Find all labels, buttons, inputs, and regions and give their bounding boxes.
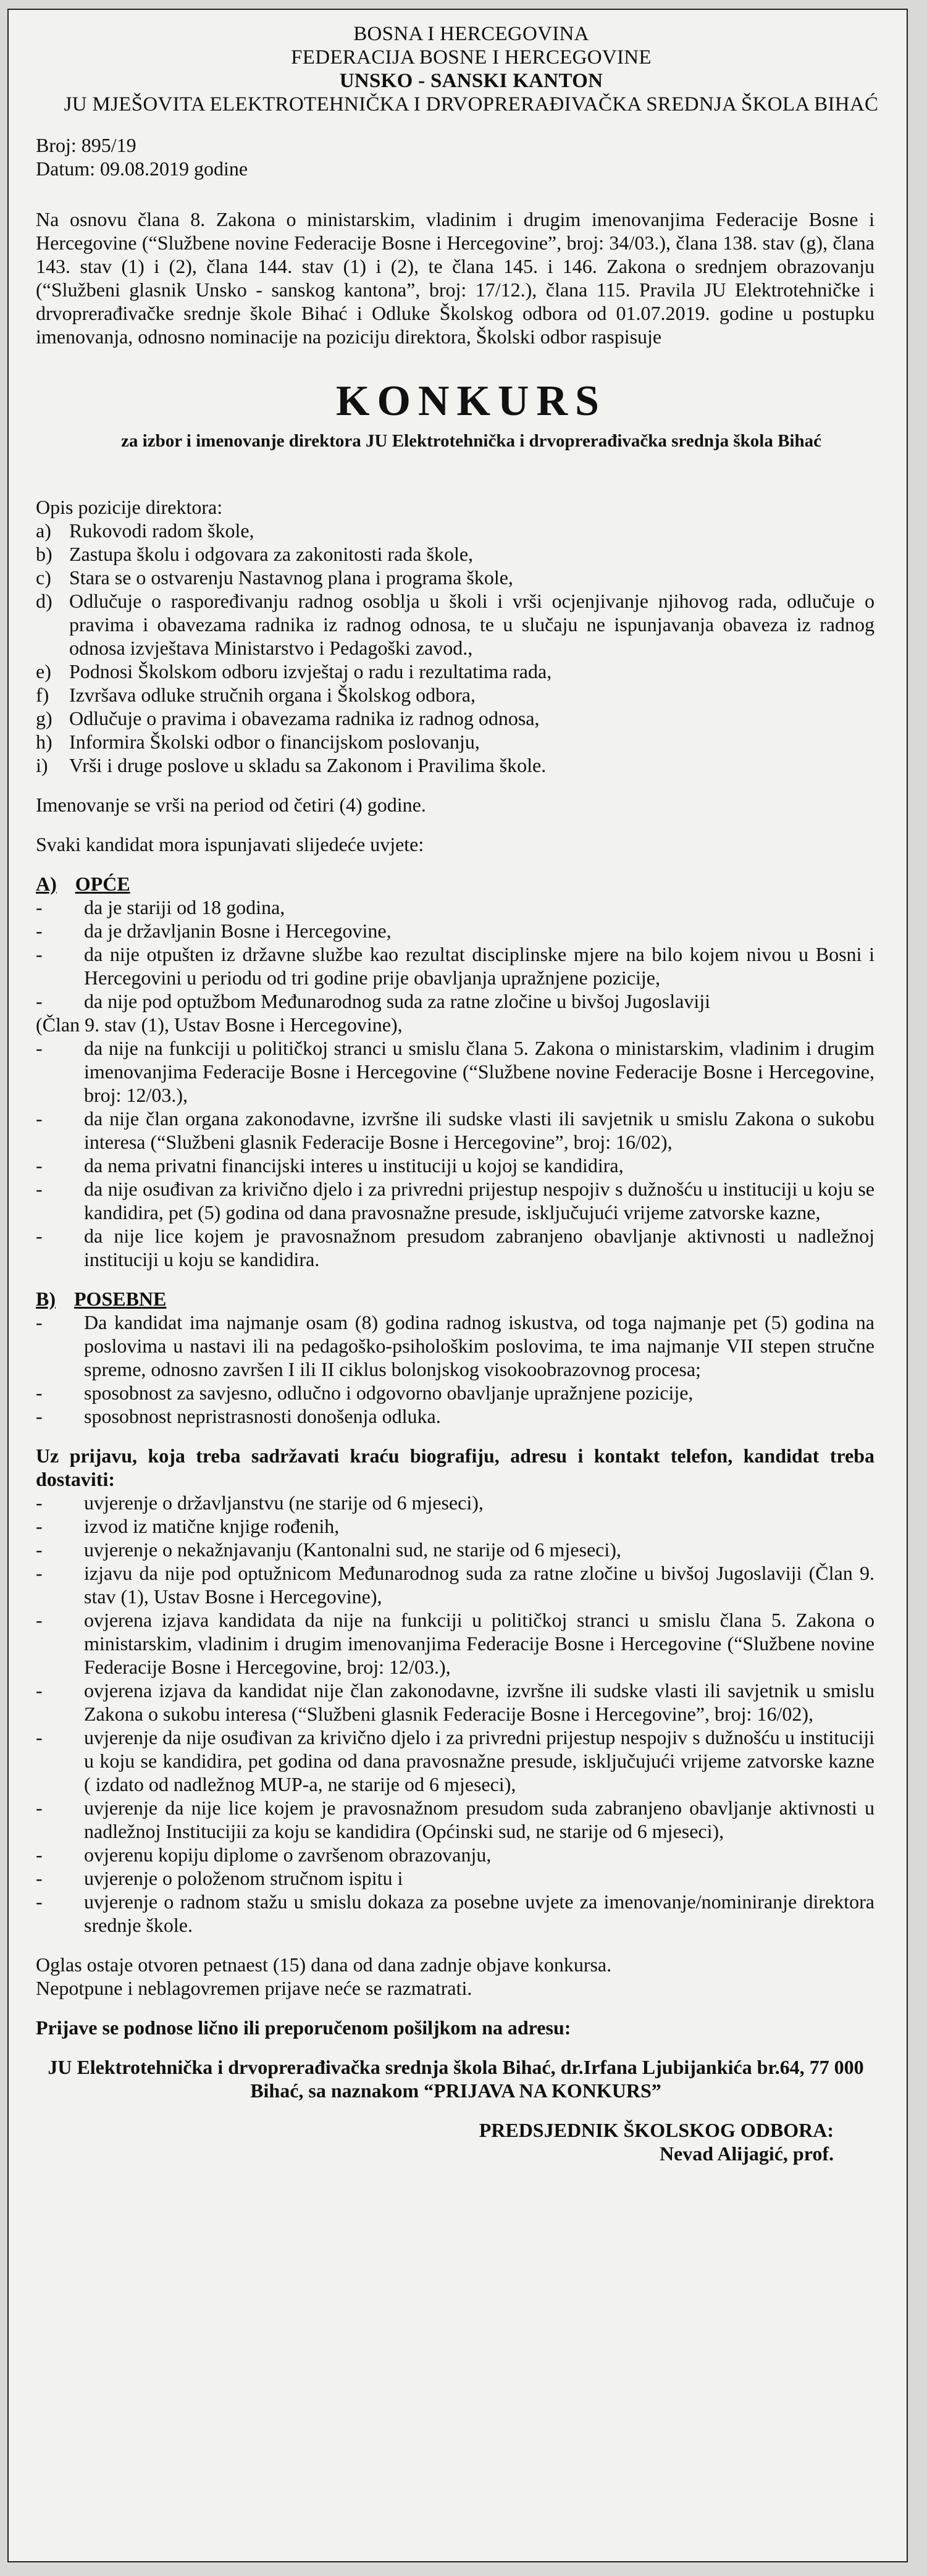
duty-item	[36, 589, 875, 660]
required-document-item-text: uvjerenje o nekažnjavanju (Kantonalni sud, ne starije od 6 mjeseci),	[84, 1538, 621, 1561]
special-condition-item-text: sposobnost nepristrasnosti donošenja odluka.	[84, 1405, 441, 1427]
required-document-item	[36, 1538, 875, 1561]
general-condition-item	[36, 1107, 875, 1154]
general-condition-item	[36, 942, 875, 989]
duty-item	[36, 753, 875, 777]
special-condition-item-text: sposobnost za savjesno, odlučno i odgovorno obavljanje upražnjene pozicije,	[84, 1382, 694, 1404]
duty-marker: a)	[36, 519, 51, 542]
conditions-intro: Svaki kandidat mora ispunjavati slijedeće uvjete:	[36, 833, 424, 855]
required-document-item	[36, 1843, 875, 1866]
duty-text: Podnosi Školskom odboru izvještaj o radu i rezultatima rada,	[69, 660, 552, 682]
header-federation: FEDERACIJA BOSNE I HERCEGOVINE	[291, 46, 652, 69]
general-condition-item	[36, 1224, 875, 1271]
duty-item	[36, 707, 875, 730]
general-condition-item	[36, 1177, 875, 1224]
general-condition-item-text: da nije lice kojem je pravosnažnom presudom zabranjeno obavljanje aktivnosti u nadležnoj instituciji u koju se kandidira.	[84, 1225, 875, 1270]
required-document-item-text: uvjerenje da nije lice kojem je pravosnažnom presudom suda zabranjeno obavljanje aktivnosti u nadležnoj Institucijii za koju se kandidira (Općinski sud, ne starije od 6 mjeseci),	[84, 1797, 875, 1842]
required-document-item-text: izjavu da nije pod optužnicom Međunarodnog suda za ratne zločine u bivšoj Jugoslaviji (Član 9. stav (1), Ustav Bosne i Hercegovine),	[84, 1562, 875, 1608]
general-condition-item-text: da nije otpušten iz državne službe kao rezultat disciplinske mjere na bilo kojem nivou u Bosni i Hercegovini u periodu od tri godine prije obavljanja upražnjene pozicije,	[84, 943, 875, 989]
reference-number: Broj: 895/19	[36, 134, 136, 156]
required-document-item-text: izvod iz matične knjige rođenih,	[84, 1515, 340, 1537]
special-condition-item-text: Da kandidat ima najmanje osam (8) godina radnog iskustva, od toga najmanje pet (5) godina na poslovima u nastavi ili na pedagoško-psihološkim poslovima, te ima najmanje VII stepen stručne spreme, odnosno završen I ili II ciklus bolonjskog visokoobrazovnog procesa;	[84, 1311, 875, 1380]
general-condition-item-text: da je državljanin Bosne i Hercegovine,	[84, 920, 392, 942]
job-notice	[7, 9, 908, 2562]
general-condition-item-text: da nije osuđivan za krivično djelo i za privredni prijestup nespojiv s dužnošću u instituciji u koju se kandidira, pet (5) godina od dana pravosnažne presude, isključujući vrijeme zatvorske kazne,	[84, 1178, 875, 1223]
deadline-text: Oglas ostaje otvoren petnaest (15) dana od dana zadnje objave konkursa.	[36, 1953, 612, 1976]
submission-intro: Prijave se podnose lično ili preporučenom pošiljkom na adresu:	[36, 2016, 571, 2039]
dash-marker: -	[36, 1225, 43, 1247]
general-conditions-heading: A) OPĆE	[36, 873, 130, 895]
duty-item	[36, 660, 875, 683]
general-condition-item-text: da je stariji od 18 godina,	[84, 896, 285, 918]
submission-address: JU Elektrotehnička i drvoprerađivačka srednja škola Bihać, dr.Irfana Ljubijankića br.64, 77 000 Bihać, sa naznakom “PRIJAVA NA KONKURS”	[48, 2056, 864, 2102]
duties-heading: Opis pozicije direktora:	[36, 496, 223, 518]
duty-marker: h)	[36, 731, 52, 753]
documents-list	[36, 1491, 907, 1937]
dash-marker: -	[36, 896, 43, 918]
duty-item	[36, 519, 875, 542]
required-document-item-text: uvjerenje o položenom stručnom ispitu i	[84, 1867, 403, 1889]
documents-heading: Uz prijavu, koja treba sadržavati kraću biografiju, adresu i kontakt telefon, kandidat treba dostaviti:	[36, 1445, 875, 1490]
general-condition-item	[36, 1154, 875, 1177]
duty-text: Informira Školski odbor o financijskom poslovanju,	[69, 731, 480, 753]
dash-marker: -	[36, 920, 43, 942]
required-document-item	[36, 1514, 875, 1538]
general-condition-item-text: da nije član organa zakonodavne, izvršne ili sudske vlasti ili savjetnik u smislu Zakona o sukobu interesa (“Službeni glasnik Federacije Bosne i Hercegovine”, broj: 16/02),	[84, 1107, 875, 1153]
required-document-item	[36, 1608, 875, 1679]
reference-date: Datum: 09.08.2019 godine	[36, 157, 248, 180]
special-conditions-heading: B) POSEBNE	[36, 1288, 167, 1310]
dash-marker: -	[36, 1726, 43, 1748]
duty-marker: d)	[36, 590, 52, 612]
dash-marker: -	[36, 1515, 43, 1537]
duty-marker: c)	[36, 566, 51, 589]
dash-marker: -	[36, 1609, 43, 1631]
dash-marker: -	[36, 1890, 43, 1913]
required-document-item	[36, 1491, 875, 1514]
duty-text: Odlučuje o pravima i obavezama radnika iz radnog odnosa,	[69, 707, 540, 729]
required-document-item-text: ovjerena izjava da kandidat nije član zakonodavne, izvršne ili sudske vlasti ili savjetnik u smislu Zakona o sukobu interesa (“Službeni glasnik Federacije Bosne i Hercegovine”, broj: 16/02),	[84, 1679, 875, 1725]
duty-item	[36, 683, 875, 707]
required-document-item	[36, 1726, 875, 1796]
duty-item	[36, 542, 875, 566]
required-document-item-text: uvjerenje o državljanstvu (ne starije od 6 mjeseci),	[84, 1491, 484, 1514]
duty-text: Zastupa školu i odgovara za zakonitosti rada škole,	[69, 543, 474, 565]
dash-marker: -	[36, 1797, 43, 1819]
general-conditions-list-continued	[36, 1036, 907, 1271]
special-conditions-list	[36, 1311, 907, 1428]
general-condition-item-text: da nema privatni financijski interes u instituciji u kojoj se kandidira,	[84, 1154, 624, 1177]
special-condition-item	[36, 1381, 875, 1404]
general-condition-item-text: da nije na funkciji u političkoj stranci u smislu člana 5. Zakona o ministarskim, vladinim i drugim imenovanjima Federacije Bosne i Hercegovine (“Službene novine Federacije Bosne i Hercegovine, broj: 12/03.),	[84, 1037, 875, 1106]
incomplete-applications-text: Nepotpune i neblagovremen prijave neće se razmatrati.	[36, 1977, 472, 1999]
duties-list	[36, 519, 907, 777]
dash-marker: -	[36, 1538, 43, 1561]
required-document-item-text: ovjerenu kopiju diplome o završenom obrazovanju,	[84, 1844, 492, 1866]
dash-marker: -	[36, 1107, 43, 1130]
legal-basis-paragraph: Na osnovu člana 8. Zakona o ministarskim, vladinim i drugim imenovanjima Federacije Bosne i Hercegovine (“Službene novine Federacije Bosne i Hercegovine”, broj: 34/03.), člana 138. stav (g), člana 143. stav (1) i (2), člana 144. stav (1) i (2), te člana 145. i 146. Zakona o srednjem obrazovanju (“Službeni glasnik Unsko - sanskog kantona”, broj: 17/12.), člana 115. Pravila JU Elektrotehničke i drvoprerađivačke srednje škole Bihać i Odluke Školskog odbora od 01.07.2019. godine u postupku imenovanja, odnosno nominacije na poziciju direktora, Školski odbor raspisuje	[36, 208, 875, 348]
institution-header	[36, 22, 907, 116]
duty-text: Izvršava odluke stručnih organa i Školskog odbora,	[69, 684, 476, 706]
general-condition-item	[36, 1036, 875, 1107]
required-document-item	[36, 1866, 875, 1890]
dash-marker: -	[36, 1154, 43, 1177]
dash-marker: -	[36, 1311, 43, 1333]
notice-subtitle: za izbor i imenovanje direktora JU Elektrotehnička i drvoprerađivačka srednja škola Bihać	[121, 431, 821, 451]
duty-text: Stara se o ostvarenju Nastavnog plana i programa škole,	[69, 566, 513, 589]
dash-marker: -	[36, 1491, 43, 1514]
dash-marker: -	[36, 1679, 43, 1701]
required-document-item	[36, 1796, 875, 1843]
required-document-item	[36, 1679, 875, 1726]
dash-marker: -	[36, 943, 43, 965]
duty-marker: i)	[36, 754, 48, 776]
signature-role: PREDSJEDNIK ŠKOLSKOG ODBORA:	[479, 2119, 834, 2141]
special-condition-item	[36, 1311, 875, 1381]
special-condition-item	[36, 1404, 875, 1428]
dash-marker: -	[36, 1382, 43, 1404]
notice-title: KONKURS	[336, 377, 606, 425]
required-document-item-text: uvjerenje da nije osuđivan za krivično djelo i za privredni prijestup nespojiv s dužnošću u instituciji u koju se kandidira, pet godina od dana pravosnažne presude, isključujući vrijeme zatvorske kazne ( izdato od nadležnog MUP-a, ne starije od 6 mjeseci),	[84, 1726, 875, 1795]
general-condition-item-text: da nije pod optužbom Međunarodnog suda za ratne zločine u bivšoj Jugoslaviji	[84, 990, 710, 1012]
dash-marker: -	[36, 1405, 43, 1427]
required-document-item	[36, 1890, 875, 1937]
required-document-item-text: ovjerena izjava kandidata da nije na funkciji u političkoj stranci u smislu člana 5. Zakona o ministarskim, vladinim i drugim imenovanjima Federacije Bosne i Hercegovine (“Službene novine Federacije Bosne i Hercegovine, broj: 12/03.),	[84, 1609, 875, 1678]
dash-marker: -	[36, 1178, 43, 1200]
general-condition-item	[36, 989, 875, 1013]
duty-item	[36, 566, 875, 589]
header-canton: UNSKO - SANSKI KANTON	[339, 70, 603, 92]
general-condition-item	[36, 919, 875, 942]
header-school: JU MJEŠOVITA ELEKTROTEHNIČKA I DRVOPRERAĐIVAČKA SREDNJA ŠKOLA BIHAĆ	[64, 93, 879, 115]
dash-marker: -	[36, 1844, 43, 1866]
reference-block	[36, 133, 907, 180]
duty-text: Vrši i druge poslove u skladu sa Zakonom i Pravilima škole.	[69, 754, 547, 776]
signature-name: Nevad Alijagić, prof.	[659, 2142, 834, 2165]
header-country: BOSNA I HERCEGOVINA	[353, 23, 589, 45]
general-conditions-citation: (Član 9. stav (1), Ustav Bosne i Hercegovine),	[36, 1013, 403, 1036]
dash-marker: -	[36, 1037, 43, 1059]
dash-marker: -	[36, 990, 43, 1012]
term-text: Imenovanje se vrši na period od četiri (4) godine.	[36, 794, 426, 816]
dash-marker: -	[36, 1867, 43, 1889]
duty-marker: e)	[36, 660, 51, 682]
duty-text: Odlučuje o raspoređivanju radnog osoblja u školi i vrši ocjenjivanje njihovog rada, odlučuje o pravima i obavezama radnika iz radnog odnosa, te u slučaju ne ispunjavanja obaveza iz radnog odnosa izvještava Ministarstvo i Pedagoški zavod.,	[69, 590, 875, 659]
general-condition-item	[36, 896, 875, 919]
duty-marker: g)	[36, 707, 52, 729]
dash-marker: -	[36, 1562, 43, 1584]
duty-item	[36, 730, 875, 753]
required-document-item-text: uvjerenje o radnom stažu u smislu dokaza za posebne uvjete za imenovanje/nominiranje direktora srednje škole.	[84, 1890, 875, 1936]
signature-block	[36, 2118, 907, 2165]
general-conditions-list	[36, 896, 907, 1013]
duty-marker: f)	[36, 684, 49, 706]
duty-marker: b)	[36, 543, 52, 565]
required-document-item	[36, 1561, 875, 1608]
duty-text: Rukovodi radom škole,	[69, 519, 254, 542]
